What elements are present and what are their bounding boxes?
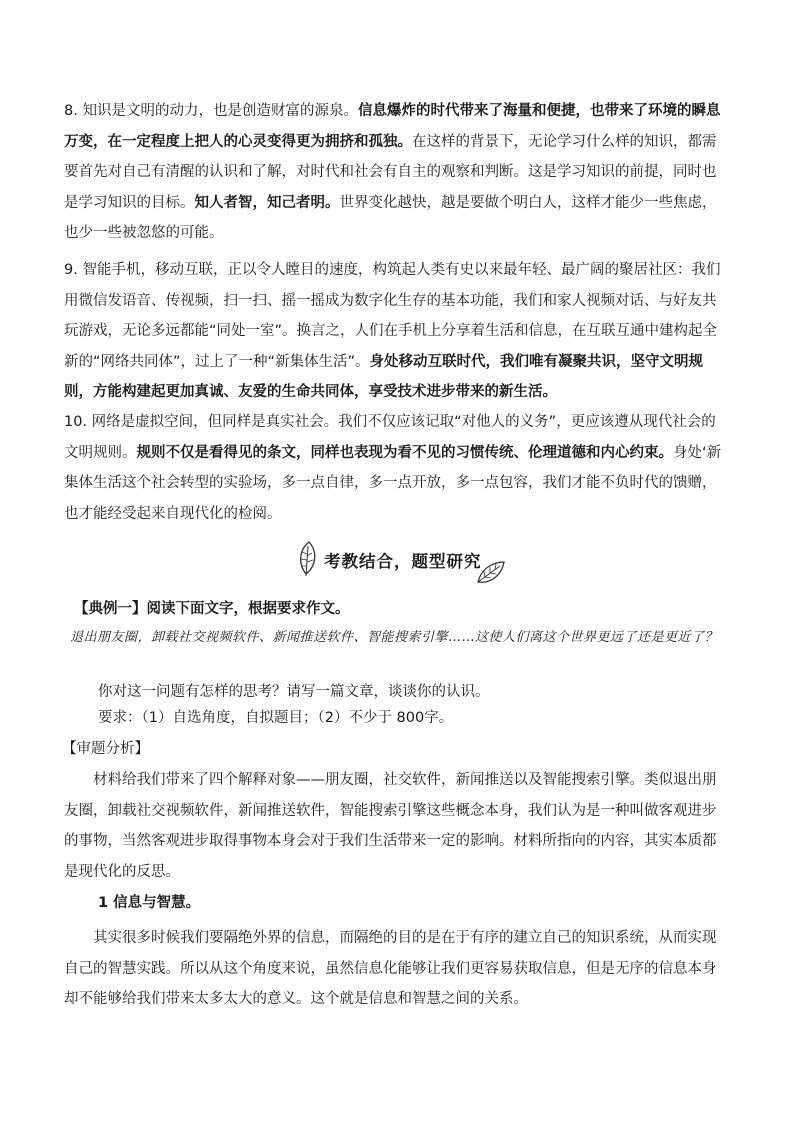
p10-bold-sentence-2: 规则不仅是看得见的条文，同样也表现为看不见的习惯传统、伦理道德和内心约束。 bbox=[136, 444, 673, 461]
paragraph-9 bbox=[64, 255, 730, 408]
analysis-paragraph-2: 其实很多时候我们要隔绝外界的信息，而隔绝的目的是在于有序的建立自己的知识系统，从而实现自己的智慧实践。所以从这个角度来说，虽然信息化能够让我们更容易获取信息，但是无序的信息本身却不能够给我们带来太多太大的意义。这个就是信息和智慧之间的关系。 bbox=[64, 930, 717, 1007]
analysis-paragraph-1: 材料给我们带来了四个解释对象——朋友圈，社交软件，新闻推送以及智能搜索引擎。类似退出朋友圈，卸载社交视频软件，新闻推送软件，智能搜索引擎这些概念本身，我们认为是一种叫做客观进步的事物，当然客观进步取得事物本身会对于我们生活带来一定的影响。材料所指向的内容，其实本质都是现代化的反思。 bbox=[64, 772, 717, 880]
analysis-point-1: 1 信息与智慧。 bbox=[98, 895, 201, 911]
example-material: 退出朋友圈，卸载社交视频软件、新闻推送软件、智能搜索引擎……这使人们离这个世界更远了还是更近了？ bbox=[70, 630, 719, 645]
p9-bold-sentence-2: 身处移动互联时代，我们唯有凝聚共识，坚守文明规则，方能构建起更加真诚、友爱的生命共同体，享受技术进步带来的新生活。 bbox=[64, 353, 704, 400]
p9-sentence-1: 9. 智能手机，移动互联，正以令人瞠目的速度，构筑起人类有史以来最年轻、最广阔的聚居社区：我们用微信发语音、传视频，扫一扫、摇一摇成为数字化生存的基本功能，我们和家人视频对话、与好友共玩游戏，无论多远都能“同处一室”。换言之，人们在手机上分享着生活和信息，在互联互通中建构起全新的“网络共同体”，过上了一种“新集体生活”。 bbox=[64, 262, 721, 370]
p10-sentence-3: 身处‘新集体生活这个社会转型的实验场，多一点自律，多一点开放，多一点包容，我们才能不负时代的馈赠，也才能经受起来自现代化的检阅。 bbox=[64, 444, 722, 522]
analysis-title: 【审题分析】 bbox=[62, 741, 149, 757]
p10-sentence-1: 10. 网络是虚拟空间，但同样是真实社会。我们不仅应该记取“对他人的义务”，更应该遵从现代社会的文明规则。 bbox=[64, 414, 716, 461]
example-label: 【典例一】 bbox=[74, 601, 147, 617]
example-title bbox=[74, 598, 350, 620]
example-question: 你对这一问题有怎样的思考？请写一篇文章，谈谈你的认识。 bbox=[98, 684, 490, 700]
section-heading: 考教结合，题型研究 bbox=[324, 552, 482, 571]
paragraph-10 bbox=[64, 407, 730, 529]
example-requirement: 要求：（1）自选角度，自拟题目；（2）不少于 800字。 bbox=[98, 710, 454, 726]
leaf-right-icon bbox=[476, 558, 506, 588]
p8-bold-sentence-4: 知人者智，知己者明。 bbox=[194, 194, 340, 211]
section-heading-banner bbox=[296, 538, 506, 588]
p8-sentence-1: 8. 知识是文明的动力，也是创造财富的源泉。 bbox=[64, 103, 358, 119]
p8-bold-sentence-2: 信息爆炸的时代带来了海量和便捷，也带来了环境的瞬息万变，在一定程度上把人的心灵变得更为拥挤和孤独。 bbox=[64, 103, 721, 150]
leaf-left-icon bbox=[296, 540, 322, 580]
example-instruction: 阅读下面文字，根据要求作文。 bbox=[146, 601, 350, 617]
p8-sentence-3: 在这样的背景下，无论学习什么样的知识，都需要首先对自己有清醒的认识和了解，对时代和社会有自主的观察和判断。这是学习知识的前提，同时也是学习知识的目标。 bbox=[64, 133, 717, 211]
paragraph-8 bbox=[64, 96, 730, 249]
p8-sentence-5: 世界变化越快，越是要做个明白人，这样才能少一些焦虑，也少一些被忽悠的可能。 bbox=[64, 194, 717, 241]
